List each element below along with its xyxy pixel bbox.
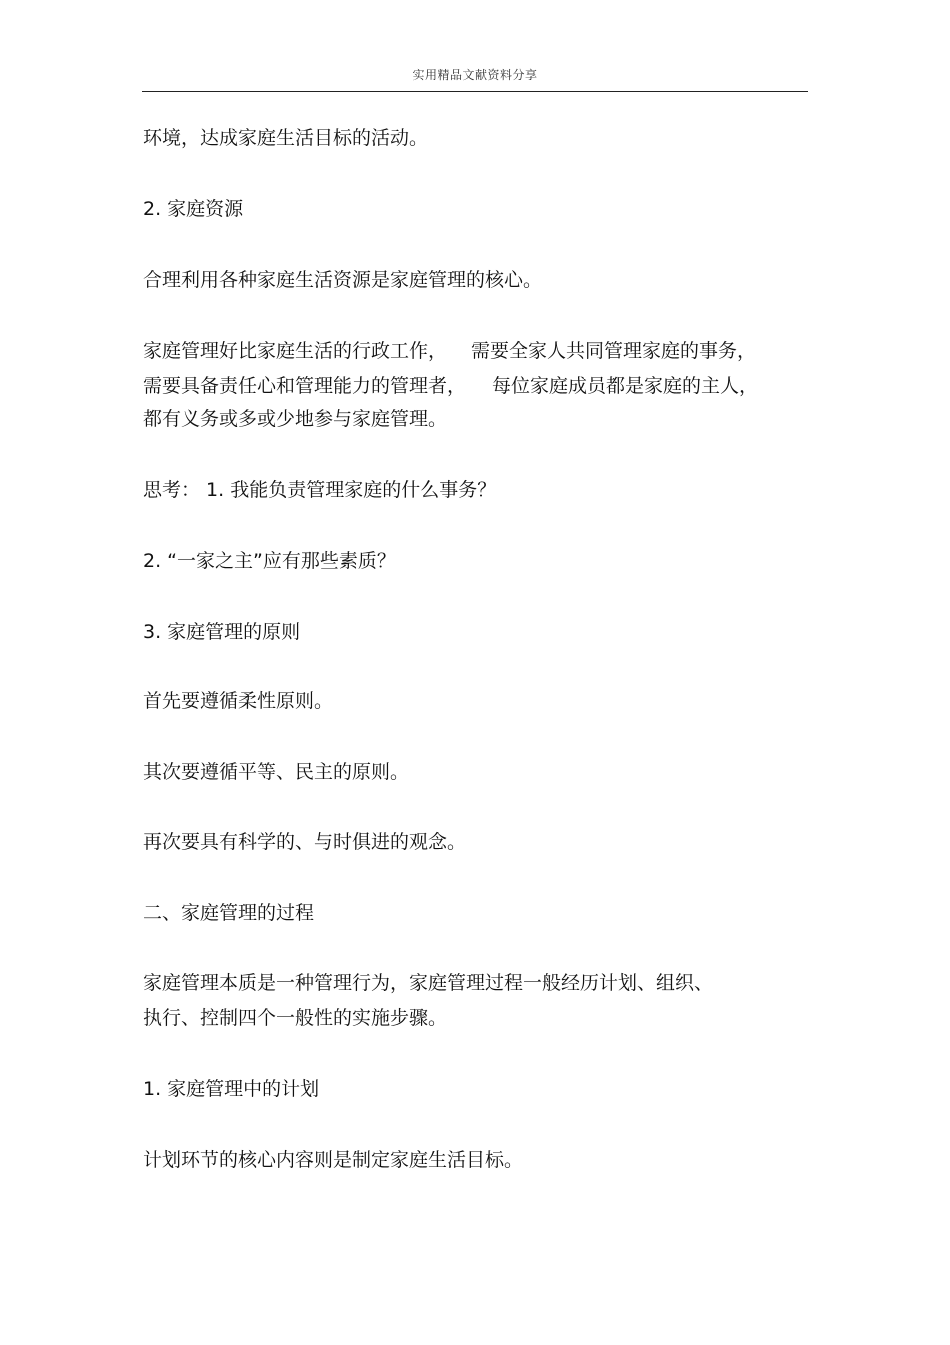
heading-family-resources: 2. 家庭资源 <box>143 198 244 220</box>
paragraph-management-line-2a: 需要具备责任心和管理能力的管理者， <box>143 375 467 397</box>
paragraph-management-line-2 <box>143 373 758 399</box>
heading-management-process: 二、家庭管理的过程 <box>143 902 315 924</box>
think-question-2: 2. “一家之主”应有那些素质？ <box>143 550 396 572</box>
paragraph-management-line-3: 都有义务或多或少地参与家庭管理。 <box>143 408 448 430</box>
paragraph-management-line-1b: 需要全家人共同管理家庭的事务， <box>471 340 757 362</box>
heading-planning: 1. 家庭管理中的计划 <box>143 1078 320 1100</box>
paragraph-management-line-2b: 每位家庭成员都是家庭的主人， <box>492 375 759 397</box>
header-divider <box>142 91 808 92</box>
page-header-title: 实用精品文献资料分享 <box>412 68 538 82</box>
paragraph-management-line-1 <box>143 338 756 364</box>
paragraph-process-line-2: 执行、控制四个一般性的实施步骤。 <box>143 1007 448 1029</box>
paragraph-environment: 环境，达成家庭生活目标的活动。 <box>143 127 429 149</box>
think-question-1: 思考： 1. 我能负责管理家庭的什么事务？ <box>143 479 497 501</box>
paragraph-principle-second: 其次要遵循平等、民主的原则。 <box>143 761 410 783</box>
paragraph-resources-core: 合理利用各种家庭生活资源是家庭管理的核心。 <box>143 269 543 291</box>
paragraph-process-line-1: 家庭管理本质是一种管理行为，家庭管理过程一般经历计划、组织、 <box>143 972 714 994</box>
heading-management-principles: 3. 家庭管理的原则 <box>143 621 301 643</box>
paragraph-management-line-1a: 家庭管理好比家庭生活的行政工作， <box>143 340 448 362</box>
paragraph-principle-first: 首先要遵循柔性原则。 <box>143 690 334 712</box>
paragraph-principle-third: 再次要具有科学的、与时俱进的观念。 <box>143 831 467 853</box>
paragraph-planning-core: 计划环节的核心内容则是制定家庭生活目标。 <box>143 1149 524 1171</box>
